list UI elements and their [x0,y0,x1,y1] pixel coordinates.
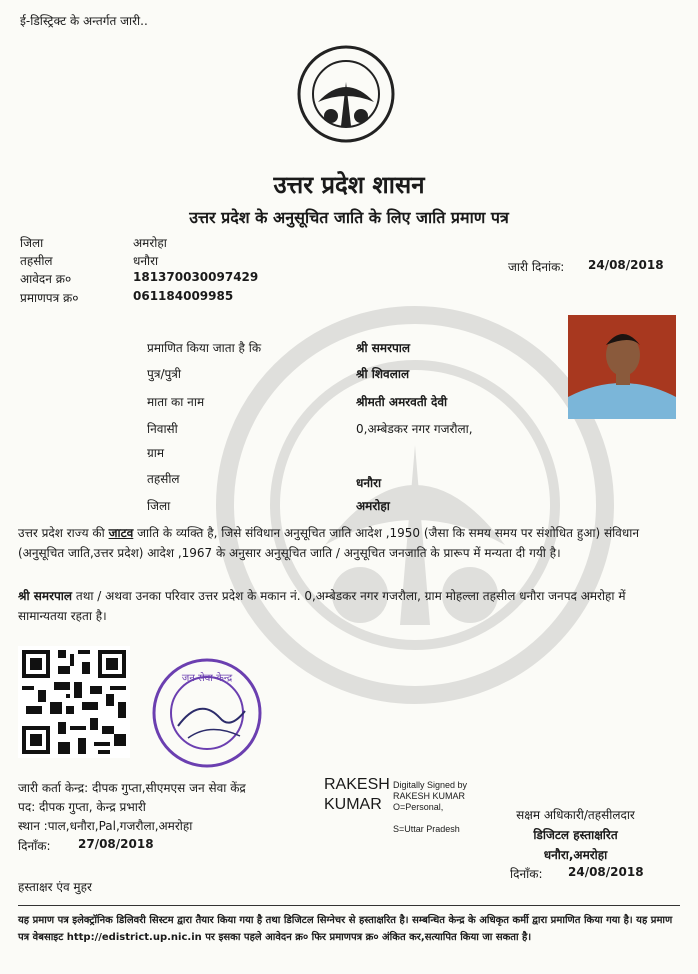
son-daughter-label: पुत्र/पुत्री [147,367,182,381]
authority-date: 24/08/2018 [568,865,644,879]
authority-date-label: दिनाँक: [510,867,543,881]
government-title: उत्तर प्रदेश शासन [273,171,425,199]
certificate-title: उत्तर प्रदेश के अनुसूचित जाति के लिए जाति प्रमाण पत्र [189,208,509,227]
qr-code-icon [18,646,130,758]
issuer-date-label: दिनाँक: [18,839,51,853]
signer-full-name: RAKESH KUMAR [393,791,466,801]
father-name: श्री शिवलाल [356,367,410,381]
issue-date-label: जारी दिनांक: [508,260,565,274]
district-label: जिला [20,236,44,250]
mother-label: माता का नाम [147,395,205,409]
application-number: 181370030097429 [133,270,259,284]
village-label: ग्राम [147,446,165,460]
watermark-emblem [215,295,615,715]
signer-state: S=Uttar Pradesh [393,824,460,834]
caste-rest: जाति के व्यक्ति है, जिसे संविधान अनुसूचित जाति आदेश ,1950 (जैसा कि समय समय पर संशोधित हुआ) संविधान (अनुसूचित जाति,उत्तर प्रदेश) आदेश ,1967 के अनुसार अनुसूचित जाति / अनुसूचित जनजाति के प्रारूप में मन्यता दी गयी है। [18,526,639,560]
signer-name-line1: RAKESH [324,776,390,793]
resident-value: 0,अम्बेडकर नगर गजरौला, [356,422,473,436]
signer-org: O=Personal, [393,802,444,812]
applicant-photo [568,315,676,419]
seal-stamp-icon [150,656,265,771]
detail-district-label: जिला [147,499,171,513]
certify-label: प्रमाणित किया जाता है कि [147,341,262,355]
issuer-place: स्थान :पाल,धनौरा,Pal,गजरौला,अमरोहा [18,819,193,833]
detail-tehsil-label: तहसील [147,472,180,486]
mother-name: श्रीमती अमरवती देवी [356,395,448,409]
footer-note: यह प्रमाण पत्र इलेक्ट्रॉनिक डिलिवरी सिस्टम द्वारा तैयार किया गया है तथा डिजिटल सिग्नेचर से हस्ताक्षरित है। सम्बन्धित केन्द्र के अधिकृत कर्मी द्वारा प्रमाणित किया गया है। यह प्रमाण पत्र वेबसाइट http://edistrict.up.nic.in पर इसका पहले आवेदन क्र० फिर प्रमाणपत्र क्र० अंकित कर,सत्यापित किया जा सकता है। [18,915,673,943]
authority-title: सक्षम अधिकारी/तहसीलदार [516,808,635,822]
residence-rest: तथा / अथवा उनका परिवार उत्तर प्रदेश के मकान नं. 0,अम्बेडकर नगर गजरौला, ग्राम मोहल्ला तहसील धनौरा जनपद अमरोहा में सामान्यतया रहता है। [18,589,626,623]
top-note: ई-डिस्ट्रिक्ट के अन्तर्गत जारी.. [20,14,148,28]
certificate-number: 061184009985 [133,289,234,303]
authority-place: धनौरा,अमरोहा [543,848,608,862]
up-emblem-icon [296,44,396,144]
issuer-center: जारी कर्ता केन्द्र: दीपक गुप्ता,सीएमएस जन सेवा केंद्र [18,781,246,795]
authority-sign: डिजिटल हस्ताक्षरित [533,828,618,842]
caste-paragraph [18,523,663,563]
footer-divider [18,905,680,906]
caste-prefix: उत्तर प्रदेश राज्य की [18,526,105,540]
certificate-label: प्रमाणपत्र क्र० [20,291,79,305]
caste-name: जाटव [108,526,134,540]
residence-paragraph [18,586,658,626]
district-value: अमरोहा [133,236,167,250]
resident-label: निवासी [147,422,178,436]
issue-date: 24/08/2018 [588,258,664,272]
applicant-name: श्री समरपाल [356,341,411,355]
application-label: आवेदन क्र० [20,272,72,286]
detail-district-value: अमरोहा [356,499,390,513]
detail-tehsil-value: धनौरा [356,476,382,490]
stamp-text: जन सेवा केन्द्र [181,673,233,684]
issuer-post: पद: दीपक गुप्ता, केन्द्र प्रभारी [18,800,146,814]
issuer-date: 27/08/2018 [78,837,154,851]
tehsil-value: धनौरा [133,254,159,268]
signer-name-line2: KUMAR [324,796,382,813]
signed-by-label: Digitally Signed by [393,780,468,790]
residence-name: श्री समरपाल [18,589,73,603]
tehsil-label: तहसील [20,254,53,268]
person-photo-icon [568,315,676,419]
signature-seal-label: हस्ताक्षर एंव मुहर [18,880,92,894]
